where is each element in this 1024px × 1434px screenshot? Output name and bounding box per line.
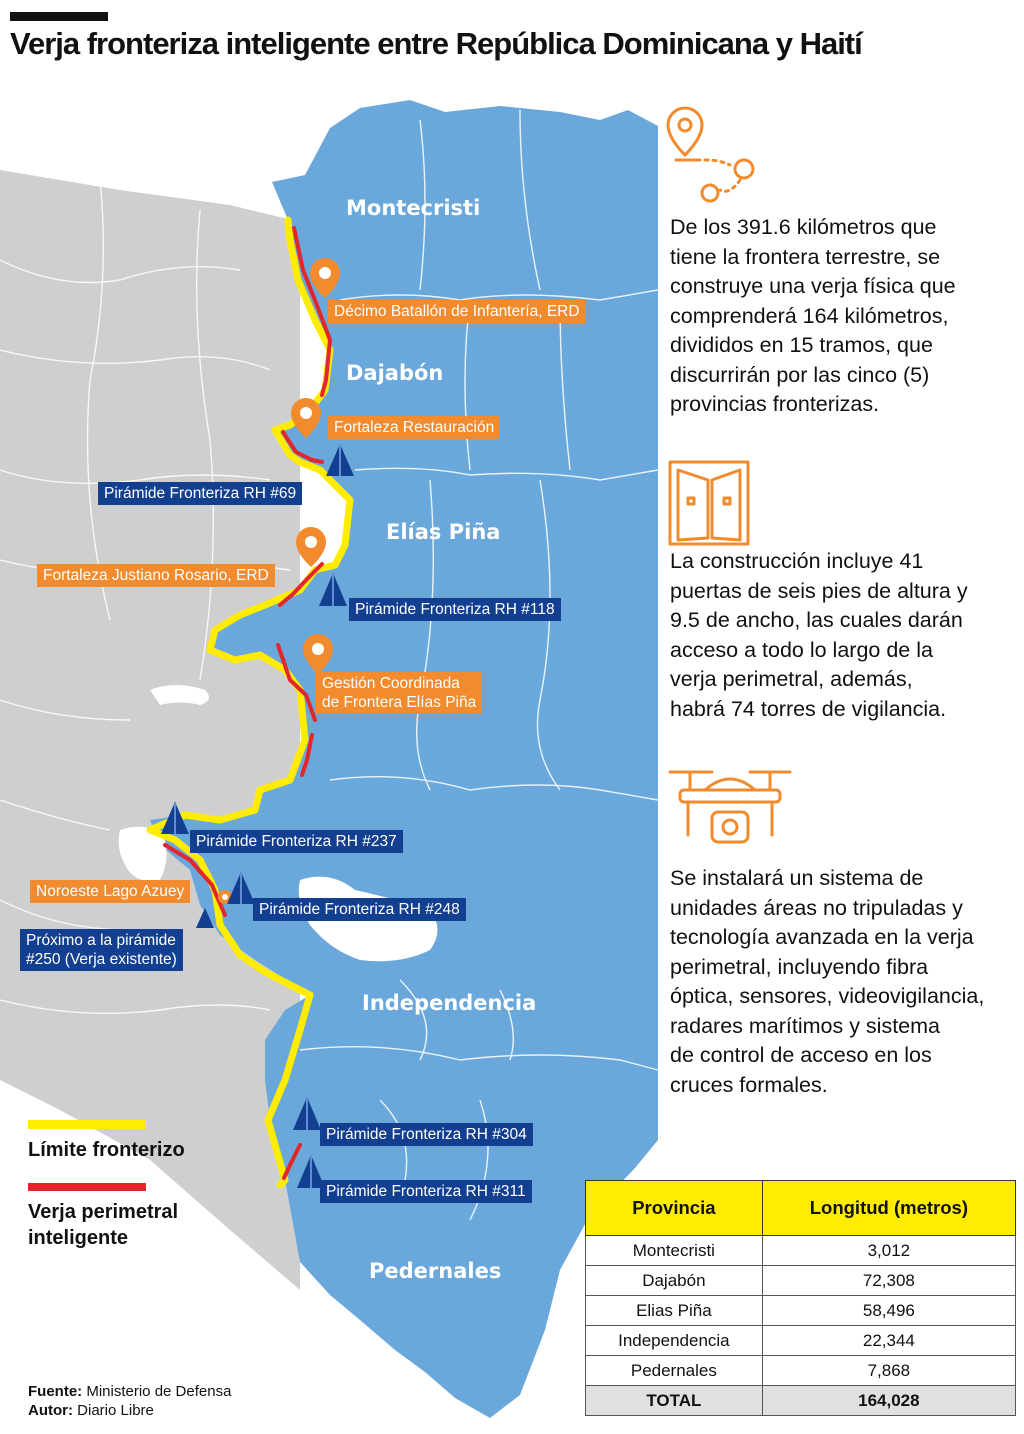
province-label-dajabon: Dajabón	[346, 361, 444, 385]
info-p1-line: divididos en 15 tramos, que	[670, 333, 933, 357]
info-p1-line: provincias fronterizas.	[670, 392, 880, 416]
info-p3-line: radares marítimos y sistema	[670, 1013, 941, 1038]
info-p3-line: cruces formales.	[670, 1072, 828, 1097]
province-label-montecristi: Montecristi	[346, 196, 481, 220]
table-row	[586, 1296, 1016, 1326]
table-row	[586, 1356, 1016, 1386]
marker-label-gestion-line-2: de Frontera Elías Piña	[322, 694, 477, 711]
legend-fence-label	[28, 1199, 178, 1251]
info-p1-line: comprenderá 164 kilómetros,	[670, 303, 949, 328]
info-p3-line: perimetral, incluyendo fibra	[670, 954, 929, 979]
province-label-elias-pina: Elías Piña	[386, 520, 501, 544]
marker-label-rh118: Pirámide Fronteriza RH #118	[349, 598, 561, 621]
legend-fence-line-2: inteligente	[28, 1227, 129, 1249]
table-row	[586, 1326, 1016, 1356]
marker-label-gestion-line-1: Gestión Coordinada	[322, 675, 460, 692]
table-cell: Independencia	[586, 1326, 763, 1356]
marker-label-rh250	[20, 929, 183, 971]
table-cell: Pedernales	[586, 1356, 763, 1386]
info-p2-line: acceso a todo lo largo de la	[670, 637, 933, 662]
table-total-value: 164,028	[762, 1386, 1015, 1416]
author-label: Autor:	[28, 1402, 73, 1419]
info-p3-line: óptica, sensores, videovigilancia,	[670, 984, 985, 1008]
table-row	[586, 1236, 1016, 1266]
table-cell: 22,344	[762, 1326, 1015, 1356]
location-route-icon	[668, 108, 753, 201]
marker-label-rh250-line-2: #250 (Verja existente)	[26, 951, 177, 968]
info-paragraph-doors	[670, 547, 1020, 724]
credits	[28, 1382, 231, 1420]
marker-label-rh311: Pirámide Fronteriza RH #311	[320, 1180, 532, 1203]
table-cell: Elias Piña	[586, 1296, 763, 1326]
table-total-row	[586, 1386, 1016, 1416]
info-p2-line: 9.5 de ancho, las cuales darán	[670, 608, 963, 632]
source-label: Fuente:	[28, 1383, 83, 1400]
table-header-provincia: Provincia	[586, 1181, 763, 1236]
info-p1-line: construye una verja física que	[670, 274, 956, 298]
source-value: Ministerio de Defensa	[86, 1383, 232, 1400]
table-total-label: TOTAL	[586, 1386, 763, 1416]
table-row	[586, 1266, 1016, 1296]
table-cell: 7,868	[762, 1356, 1015, 1386]
table-header-longitud: Longitud (metros)	[762, 1181, 1015, 1236]
marker-label-noroeste-lago-azuey: Noroeste Lago Azuey	[30, 880, 190, 903]
info-p2-line: habrá 74 torres de vigilancia.	[670, 696, 947, 721]
marker-label-rh69: Pirámide Fronteriza RH #69	[98, 482, 302, 505]
marker-label-rh250-line-1: Próximo a la pirámide	[26, 932, 176, 949]
info-p3-line: tecnología avanzada en la verja	[670, 925, 974, 949]
info-paragraph-technology	[670, 864, 1022, 1100]
legend-border-label: Límite fronterizo	[28, 1139, 185, 1161]
table-header-row	[586, 1181, 1016, 1236]
author-value: Diario Libre	[77, 1402, 154, 1419]
legend-fence-line-1: Verja perimetral	[28, 1201, 179, 1223]
province-label-independencia: Independencia	[362, 991, 537, 1015]
info-p1-line: De los 391.6 kilómetros que	[670, 215, 937, 239]
fence-length-table	[585, 1180, 1016, 1416]
drone-icon	[670, 772, 790, 842]
legend-border-swatch	[28, 1120, 146, 1129]
info-p2-line: La construcción incluye 41	[670, 549, 924, 573]
info-p2-line: verja perimetral, además,	[670, 667, 913, 691]
marker-label-fortaleza-justiano: Fortaleza Justiano Rosario, ERD	[37, 564, 275, 587]
table-cell: Dajabón	[586, 1266, 763, 1296]
info-p3-line: Se instalará un sistema de	[670, 866, 924, 890]
info-p1-line: discurrirán por las cinco (5)	[670, 362, 930, 387]
table-cell: Montecristi	[586, 1236, 763, 1266]
info-p2-line: puertas de seis pies de altura y	[670, 578, 968, 603]
info-paragraph-km	[670, 213, 1020, 420]
author-line	[28, 1401, 231, 1420]
page-title: Verja fronteriza inteligente entre República Dominicana y Haití	[10, 26, 862, 61]
marker-label-rh237: Pirámide Fronteriza RH #237	[190, 830, 403, 853]
province-label-pedernales: Pedernales	[369, 1259, 502, 1283]
table-cell: 58,496	[762, 1296, 1015, 1326]
info-p1-line: tiene la frontera terrestre, se	[670, 244, 941, 269]
info-p3-line: de control de acceso en los	[670, 1043, 932, 1067]
marker-label-rh304: Pirámide Fronteriza RH #304	[320, 1123, 533, 1146]
source-line	[28, 1382, 231, 1401]
legend-fence-swatch	[28, 1183, 146, 1191]
door-icon	[670, 462, 748, 544]
table-cell: 72,308	[762, 1266, 1015, 1296]
marker-label-fortaleza-restauracion: Fortaleza Restauración	[328, 416, 500, 439]
marker-label-decimo-batallon: Décimo Batallón de Infantería, ERD	[328, 300, 586, 323]
table-cell: 3,012	[762, 1236, 1015, 1266]
pin-justiano-icon	[296, 527, 326, 567]
info-p3-line: unidades áreas no tripuladas y	[670, 895, 963, 920]
marker-label-gestion-coordinada	[316, 672, 482, 714]
marker-label-rh248: Pirámide Fronteriza RH #248	[253, 898, 466, 921]
